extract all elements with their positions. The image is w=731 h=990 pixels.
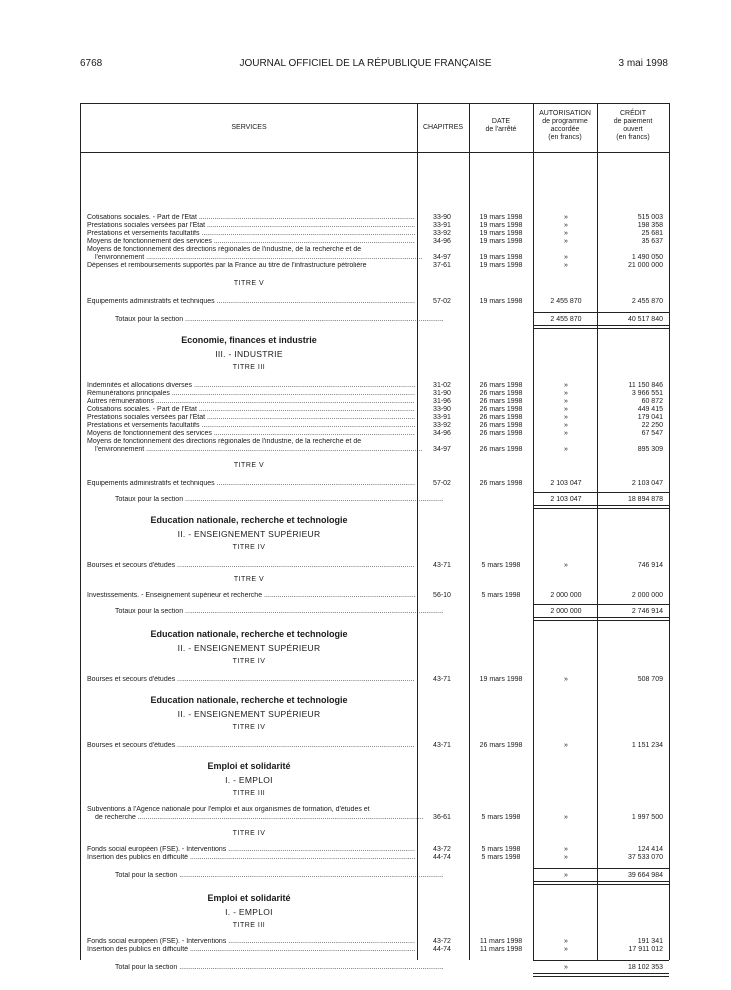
service-label: Totaux pour la section ..... <box>115 316 443 324</box>
programme-authorisation: » <box>564 938 568 945</box>
table-row <box>81 254 669 262</box>
programme-authorisation: » <box>564 446 568 453</box>
ministry-label: Economie, finances et industrie <box>181 335 317 345</box>
payment-credit: 35 637 <box>641 238 663 245</box>
part-label: III. - INDUSTRIE <box>215 349 283 359</box>
part-label: II. - ENSEIGNEMENT SUPÉRIEUR <box>177 643 321 653</box>
chapter-code: 33-90 <box>433 214 451 221</box>
ministry-label: Education nationale, recherche et technologie <box>150 629 348 639</box>
section-heading <box>81 350 669 358</box>
service-label: Autres rémunérations ..... <box>87 398 415 406</box>
titre-label: TITRE V <box>233 576 265 583</box>
table-row <box>81 422 669 430</box>
service-label: l'environnement ..... <box>95 446 423 454</box>
ministry-label: Education nationale, recherche et technologie <box>150 515 348 525</box>
chapter-code: 34-96 <box>433 430 451 437</box>
table-row <box>81 262 669 270</box>
programme-authorisation: 2 000 000 <box>550 608 582 615</box>
service-label: Moyens de fonctionnement des services ..... <box>87 430 415 438</box>
table-row <box>81 814 669 822</box>
payment-credit: 60 872 <box>641 398 663 405</box>
decree-date: 11 mars 1998 <box>479 946 523 953</box>
payment-credit: 18 102 353 <box>627 964 663 971</box>
decree-date: 5 mars 1998 <box>481 846 521 853</box>
titre-label: TITRE IV <box>232 724 266 731</box>
decree-date: 26 mars 1998 <box>479 390 523 397</box>
programme-authorisation: » <box>564 406 568 413</box>
table-row <box>81 382 669 390</box>
ministry-heading <box>81 894 669 902</box>
chapter-code: 37-61 <box>433 262 451 269</box>
titre-heading <box>81 364 669 372</box>
total-row <box>81 964 669 972</box>
decree-date: 26 mars 1998 <box>479 406 523 413</box>
journal-title: JOURNAL OFFICIEL DE LA RÉPUBLIQUE FRANÇAISE <box>239 58 492 69</box>
ministry-label: Education nationale, recherche et technologie <box>150 695 348 705</box>
decree-date: 5 mars 1998 <box>481 854 521 861</box>
payment-credit: 124 414 <box>637 846 663 853</box>
titre-heading <box>81 544 669 552</box>
decree-date: 26 mars 1998 <box>479 414 523 421</box>
payment-credit: 39 664 984 <box>627 872 663 879</box>
programme-authorisation: » <box>564 562 568 569</box>
decree-date: 11 mars 1998 <box>479 938 523 945</box>
table-row <box>81 446 669 454</box>
total-rule-top <box>533 492 669 493</box>
chapter-code: 31-96 <box>433 398 451 405</box>
decree-date: 26 mars 1998 <box>479 446 523 453</box>
service-label: Cotisations sociales. - Part de l'Etat ..... <box>87 406 415 414</box>
table-row <box>81 592 669 600</box>
titre-label: TITRE III <box>232 790 266 797</box>
service-label: Fonds social européen (FSE). - Interventions ..... <box>87 938 415 946</box>
decree-date: 5 mars 1998 <box>481 562 521 569</box>
chapter-code: 56-10 <box>433 592 451 599</box>
titre-heading <box>81 576 669 584</box>
chapter-code: 36-61 <box>433 814 451 821</box>
programme-authorisation: 2 103 047 <box>550 480 582 487</box>
payment-credit: 18 894 878 <box>627 496 663 503</box>
chapter-code: 57-02 <box>433 480 451 487</box>
ministry-heading <box>81 696 669 704</box>
payment-credit: 198 358 <box>637 222 663 229</box>
total-rule-top <box>533 960 669 961</box>
chapter-code: 34-97 <box>433 446 451 453</box>
section-heading <box>81 908 669 916</box>
titre-label: TITRE III <box>232 364 266 371</box>
total-rule-top <box>533 604 669 605</box>
table-row <box>81 438 669 446</box>
ministry-heading <box>81 762 669 770</box>
decree-date: 26 mars 1998 <box>479 742 523 749</box>
titre-label: TITRE III <box>232 922 266 929</box>
issue-date: 3 mai 1998 <box>618 58 668 69</box>
payment-credit: 25 681 <box>641 230 663 237</box>
payment-credit: 17 911 012 <box>628 946 663 953</box>
total-rule-bottom <box>533 505 669 509</box>
service-label: Total pour la section ..... <box>115 964 443 972</box>
chapter-code: 43-71 <box>433 742 451 749</box>
service-label: de recherche ..... <box>95 814 423 822</box>
payment-credit: 3 966 551 <box>631 390 663 397</box>
decree-date: 19 mars 1998 <box>479 214 523 221</box>
payment-credit: 895 309 <box>637 446 663 453</box>
total-rule-bottom <box>533 973 669 977</box>
titre-heading <box>81 724 669 732</box>
payment-credit: 191 341 <box>637 938 663 945</box>
programme-authorisation: » <box>564 872 568 879</box>
decree-date: 19 mars 1998 <box>479 222 523 229</box>
payment-credit: 179 041 <box>637 414 663 421</box>
programme-authorisation: » <box>564 214 568 221</box>
programme-authorisation: 2 455 870 <box>550 298 582 305</box>
ministry-heading <box>81 336 669 344</box>
programme-authorisation: 2 455 870 <box>550 316 582 323</box>
chapter-code: 34-96 <box>433 238 451 245</box>
table-row <box>81 406 669 414</box>
programme-authorisation: » <box>564 846 568 853</box>
column-header-date: DATE de l'arrêté <box>485 118 517 133</box>
service-label: Dépenses et remboursements supportés par la France au titre de l'infrastructure pétrolière <box>87 262 367 269</box>
service-label: Subventions à l'Agence nationale pour l'emploi et aux organismes de formation, d'études et <box>87 806 370 813</box>
chapter-code: 44-74 <box>433 946 451 953</box>
service-label: Bourses et secours d'études ..... <box>87 562 415 570</box>
header-separator <box>81 152 669 153</box>
decree-date: 19 mars 1998 <box>479 238 523 245</box>
titre-label: TITRE IV <box>232 544 266 551</box>
programme-authorisation: » <box>564 398 568 405</box>
decree-date: 19 mars 1998 <box>479 254 523 261</box>
table-row <box>81 246 669 254</box>
service-label: Prestations et versements facultatifs ..... <box>87 422 415 430</box>
service-label: Moyens de fonctionnement des directions régionales de l'industrie, de la recherche et de <box>87 246 362 253</box>
programme-authorisation: » <box>564 382 568 389</box>
titre-heading <box>81 790 669 798</box>
payment-credit: 1 997 500 <box>631 814 663 821</box>
service-label: Fonds social européen (FSE). - Interventions ..... <box>87 846 415 854</box>
titre-heading <box>81 658 669 666</box>
payment-credit: 1 151 234 <box>631 742 663 749</box>
chapter-code: 43-72 <box>433 938 451 945</box>
service-label: Totaux pour la section ..... <box>115 608 443 616</box>
decree-date: 26 mars 1998 <box>479 422 523 429</box>
programme-authorisation: » <box>564 964 568 971</box>
section-heading <box>81 530 669 538</box>
service-label: Insertion des publics en difficulté ..... <box>87 854 415 862</box>
programme-authorisation: 2 103 047 <box>550 496 582 503</box>
total-rule-bottom <box>533 881 669 885</box>
titre-label: TITRE IV <box>232 830 266 837</box>
chapter-code: 33-91 <box>433 414 451 421</box>
service-label: Prestations sociales versées par l'Etat ..... <box>87 414 415 422</box>
programme-authorisation: 2 000 000 <box>550 592 582 599</box>
service-label: Equipements administratifs et techniques ..... <box>87 480 415 488</box>
programme-authorisation: » <box>564 946 568 953</box>
service-label: Insertion des publics en difficulté ..... <box>87 946 415 954</box>
programme-authorisation: » <box>564 238 568 245</box>
payment-credit: 1 490 050 <box>631 254 663 261</box>
table-row <box>81 222 669 230</box>
chapter-code: 33-91 <box>433 222 451 229</box>
part-label: II. - ENSEIGNEMENT SUPÉRIEUR <box>177 709 321 719</box>
total-row <box>81 608 669 616</box>
payment-credit: 2 455 870 <box>631 298 663 305</box>
service-label: Prestations sociales versées par l'Etat ..... <box>87 222 415 230</box>
chapter-code: 34-97 <box>433 254 451 261</box>
decree-date: 26 mars 1998 <box>479 480 523 487</box>
payment-credit: 2 746 914 <box>631 608 663 615</box>
payment-credit: 449 415 <box>637 406 663 413</box>
payment-credit: 40 517 840 <box>627 316 663 323</box>
column-header-chapitres: CHAPITRES <box>422 124 464 131</box>
programme-authorisation: » <box>564 262 568 269</box>
chapter-code: 43-71 <box>433 562 451 569</box>
titre-label: TITRE V <box>233 280 265 287</box>
chapter-code: 31-90 <box>433 390 451 397</box>
chapter-code: 31-02 <box>433 382 451 389</box>
decree-date: 19 mars 1998 <box>479 230 523 237</box>
credits-table <box>80 103 670 971</box>
chapter-code: 33-92 <box>433 422 451 429</box>
chapter-code: 33-90 <box>433 406 451 413</box>
payment-credit: 515 003 <box>637 214 663 221</box>
table-row <box>81 846 669 854</box>
programme-authorisation: » <box>564 254 568 261</box>
total-rule-top <box>533 868 669 869</box>
decree-date: 19 mars 1998 <box>479 298 523 305</box>
programme-authorisation: » <box>564 854 568 861</box>
part-label: II. - ENSEIGNEMENT SUPÉRIEUR <box>177 529 321 539</box>
column-header-autorisation: AUTORISATION de programme accordée (en francs) <box>539 110 591 141</box>
titre-label: TITRE V <box>233 462 265 469</box>
column-header-services: SERVICES <box>231 124 267 131</box>
titre-heading <box>81 280 669 288</box>
chapter-code: 57-02 <box>433 298 451 305</box>
service-label: Cotisations sociales. - Part de l'Etat ..... <box>87 214 415 222</box>
table-row <box>81 742 669 750</box>
column-header-credit: CRÉDIT de paiement ouvert (en francs) <box>613 110 653 141</box>
ministry-label: Emploi et solidarité <box>207 761 291 771</box>
decree-date: 26 mars 1998 <box>479 398 523 405</box>
programme-authorisation: » <box>564 230 568 237</box>
ministry-heading <box>81 516 669 524</box>
chapter-code: 43-71 <box>433 676 451 683</box>
titre-heading <box>81 922 669 930</box>
payment-credit: 746 914 <box>637 562 663 569</box>
total-row <box>81 496 669 504</box>
service-label: Total pour la section ..... <box>115 872 443 880</box>
table-row <box>81 938 669 946</box>
payment-credit: 11 150 846 <box>628 382 663 389</box>
titre-heading <box>81 830 669 838</box>
titre-heading <box>81 462 669 470</box>
section-heading <box>81 710 669 718</box>
programme-authorisation: » <box>564 676 568 683</box>
table-row <box>81 214 669 222</box>
decree-date: 5 mars 1998 <box>481 592 521 599</box>
service-label: Rémunérations principales ..... <box>87 390 415 398</box>
service-label: Equipements administratifs et techniques ..... <box>87 298 415 306</box>
section-heading <box>81 644 669 652</box>
chapter-code: 44-74 <box>433 854 451 861</box>
page-number: 6768 <box>80 58 103 69</box>
table-row <box>81 390 669 398</box>
table-row <box>81 806 669 814</box>
service-label: Indemnités et allocations diverses ..... <box>87 382 415 390</box>
total-row <box>81 872 669 880</box>
part-label: I. - EMPLOI <box>225 775 273 785</box>
table-row <box>81 946 669 954</box>
payment-credit: 67 547 <box>641 430 663 437</box>
table-row <box>81 430 669 438</box>
table-row <box>81 238 669 246</box>
table-row <box>81 414 669 422</box>
payment-credit: 2 000 000 <box>631 592 663 599</box>
total-rule-bottom <box>533 325 669 329</box>
programme-authorisation: » <box>564 390 568 397</box>
total-rule-bottom <box>533 617 669 621</box>
programme-authorisation: » <box>564 430 568 437</box>
ministry-label: Emploi et solidarité <box>207 893 291 903</box>
programme-authorisation: » <box>564 414 568 421</box>
part-label: I. - EMPLOI <box>225 907 273 917</box>
payment-credit: 508 709 <box>637 676 663 683</box>
table-row <box>81 230 669 238</box>
ministry-heading <box>81 630 669 638</box>
service-label: Bourses et secours d'études ..... <box>87 676 415 684</box>
programme-authorisation: » <box>564 814 568 821</box>
payment-credit: 2 103 047 <box>631 480 663 487</box>
service-label: Investissements. - Enseignement supérieur et recherche ..... <box>87 592 415 600</box>
total-row <box>81 316 669 324</box>
programme-authorisation: » <box>564 222 568 229</box>
table-row <box>81 676 669 684</box>
decree-date: 26 mars 1998 <box>479 430 523 437</box>
programme-authorisation: » <box>564 422 568 429</box>
decree-date: 26 mars 1998 <box>479 382 523 389</box>
table-row <box>81 298 669 306</box>
service-label: l'environnement ..... <box>95 254 423 262</box>
decree-date: 5 mars 1998 <box>481 814 521 821</box>
service-label: Totaux pour la section ..... <box>115 496 443 504</box>
decree-date: 19 mars 1998 <box>479 262 523 269</box>
table-row <box>81 854 669 862</box>
titre-label: TITRE IV <box>232 658 266 665</box>
chapter-code: 43-72 <box>433 846 451 853</box>
service-label: Bourses et secours d'études ..... <box>87 742 415 750</box>
payment-credit: 37 533 070 <box>627 854 663 861</box>
payment-credit: 21 000 000 <box>627 262 663 269</box>
section-heading <box>81 776 669 784</box>
total-rule-top <box>533 312 669 313</box>
chapter-code: 33-92 <box>433 230 451 237</box>
service-label: Moyens de fonctionnement des services ..... <box>87 238 415 246</box>
decree-date: 19 mars 1998 <box>479 676 523 683</box>
payment-credit: 22 250 <box>641 422 663 429</box>
programme-authorisation: » <box>564 742 568 749</box>
table-row <box>81 480 669 488</box>
table-row <box>81 398 669 406</box>
service-label: Moyens de fonctionnement des directions régionales de l'industrie, de la recherche et de <box>87 438 362 445</box>
table-row <box>81 562 669 570</box>
service-label: Prestations et versements facultatifs ..... <box>87 230 415 238</box>
